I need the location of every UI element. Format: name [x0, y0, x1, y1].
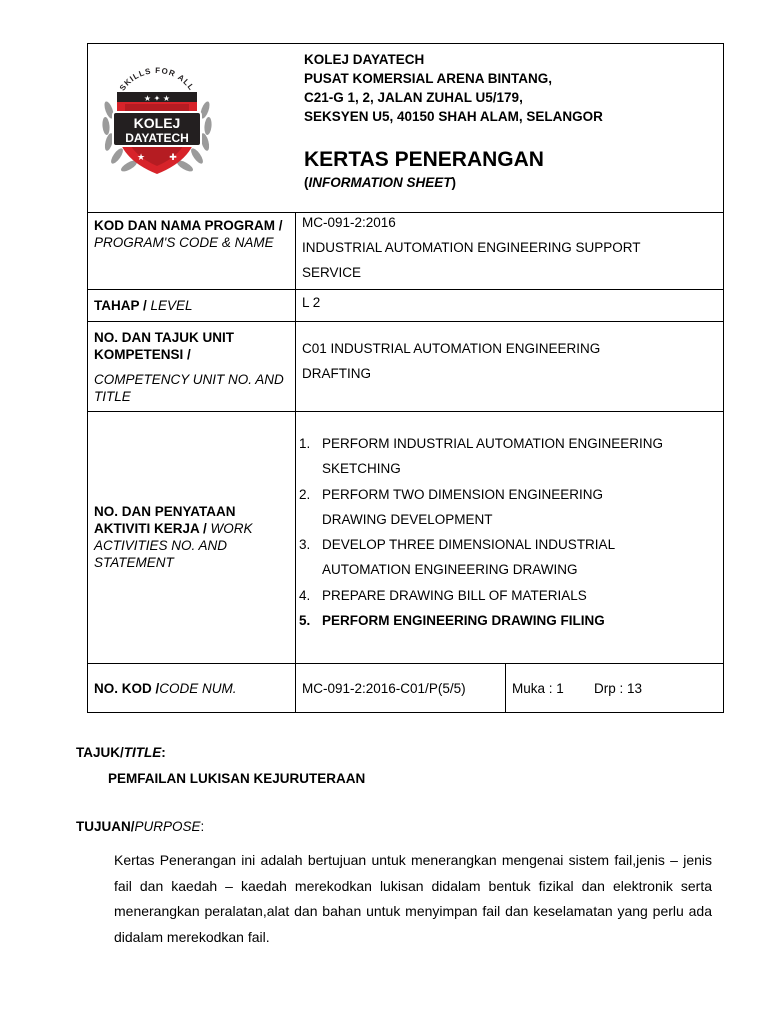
institution-name: KOLEJ DAYATECH: [304, 52, 425, 67]
row-divider: [88, 289, 723, 290]
svg-text:★: ★: [136, 153, 146, 163]
activity-item-current: 5. PERFORM ENGINEERING DRAWING FILING: [299, 613, 605, 629]
code-label: NO. KOD /CODE NUM.: [94, 681, 237, 696]
purpose-label: TUJUAN/PURPOSE:: [76, 819, 205, 834]
activity-item: 1. PERFORM INDUSTRIAL AUTOMATION ENGINEERING SKETCHING: [299, 436, 664, 477]
activity-item: 3. DEVELOP THREE DIMENSIONAL INDUSTRIAL AUTOMATION ENGINEERING DRAWING: [299, 537, 616, 578]
document-subtitle: (INFORMATION SHEET): [304, 175, 456, 190]
level-value: L 2: [302, 295, 321, 310]
institution-address: [304, 50, 603, 126]
row-divider: [88, 411, 723, 412]
column-divider: [505, 663, 506, 713]
purpose-paragraph: Kertas Penerangan ini adalah bertujuan untuk menerangkan mengenai sistem fail,jenis – jenis fail dan kaedah – kaedah merekodkan lukisan didalam bentuk fizikal dan elektronik serta menerangkan peralatan,alat dan bahan untuk menyimpan fail dan keselamatan yang perlu ada didalam merekodkan fail.: [114, 852, 712, 945]
logo-line2: DAYATECH: [125, 131, 189, 145]
document-title: KERTAS PENERANGAN: [304, 148, 544, 171]
row-divider: [88, 321, 723, 322]
header-table: [87, 43, 724, 713]
page-number: Muka : 1: [512, 681, 564, 696]
unit-value: C01 INDUSTRIAL AUTOMATION ENGINEERING DRAFTING: [302, 341, 601, 381]
total-pages: Drp : 13: [594, 681, 643, 696]
activities-list: [299, 431, 723, 633]
logo-line1: KOLEJ: [133, 115, 181, 131]
activity-item: 4. PREPARE DRAWING BILL OF MATERIALS: [299, 587, 587, 603]
svg-text:✚: ✚: [169, 153, 177, 163]
row-divider: [88, 663, 723, 664]
address-line2: C21-G 1, 2, JALAN ZUHAL U5/179,: [304, 90, 523, 105]
address-line3: SEKSYEN U5, 40150 SHAH ALAM, SELANGOR: [304, 109, 603, 124]
program-label: KOD DAN NAMA PROGRAM / PROGRAM'S CODE & NAME: [94, 218, 283, 250]
activities-label: NO. DAN PENYATAAN AKTIVITI KERJA / WORK ACTIVITIES NO. AND STATEMENT: [94, 504, 253, 570]
kolej-dayatech-logo: [93, 52, 221, 180]
svg-text:SKILLS FOR ALL: [118, 66, 196, 92]
logo-arc-text: SKILLS FOR ALL: [117, 66, 197, 93]
program-value: MC-091-2:2016 INDUSTRIAL AUTOMATION ENGINEERING SUPPORT SERVICE: [302, 215, 641, 280]
level-label: TAHAP / LEVEL: [94, 298, 193, 313]
title-label: TAJUK/TITLE:: [76, 745, 166, 760]
title-value: PEMFAILAN LUKISAN KEJURUTERAAN: [108, 771, 366, 786]
unit-label: NO. DAN TAJUK UNIT KOMPETENSI / COMPETENCY UNIT NO. AND TITLE: [94, 330, 284, 404]
code-value: MC-091-2:2016-C01/P(5/5): [302, 681, 466, 696]
address-line1: PUSAT KOMERSIAL ARENA BINTANG,: [304, 71, 553, 86]
svg-text:★ ✦ ★: ★ ✦ ★: [143, 94, 171, 103]
activity-item: 2. PERFORM TWO DIMENSION ENGINEERING DRAWING DEVELOPMENT: [299, 486, 604, 527]
column-divider: [295, 212, 296, 713]
